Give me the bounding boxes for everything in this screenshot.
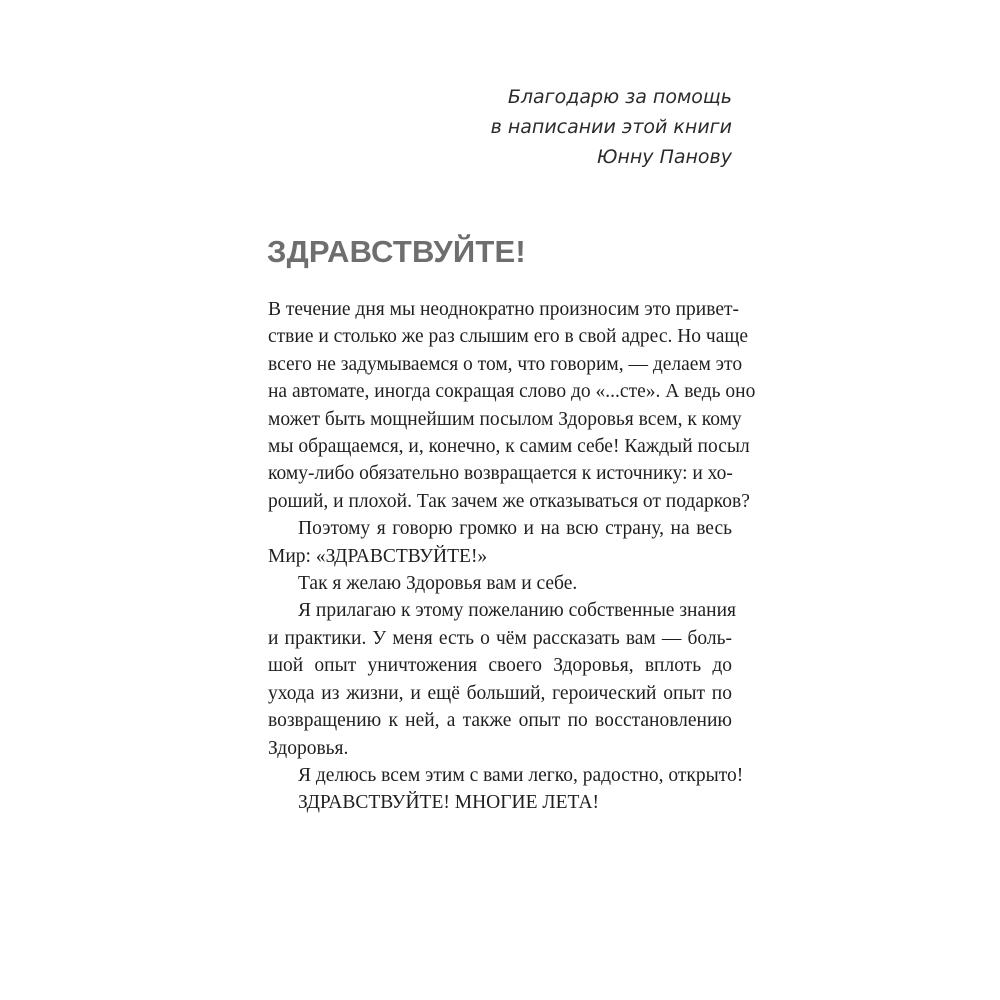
dedication-line: Юнну Панову xyxy=(596,146,732,168)
body-line: кому-либо обязательно возвращается к источнику: и хо- xyxy=(268,463,733,485)
body-line: ухода из жизни, и ещё больший, героический опыт по xyxy=(268,682,732,704)
body-line: ЗДРАВСТВУЙТЕ! МНОГИЕ ЛЕТА! xyxy=(298,792,600,814)
body-line: Здоровья. xyxy=(268,737,349,759)
body-line: Поэтому я говорю громко и на всю страну, на весь xyxy=(298,518,732,540)
body-line: возвращению к ней, а также опыт по восстановлению xyxy=(268,710,732,732)
body-line: Мир: «ЗДРАВСТВУЙТЕ!» xyxy=(268,545,488,567)
dedication xyxy=(491,82,732,172)
dedication-line: в написании этой книги xyxy=(490,116,732,138)
body-line: мы обращаемся, и, конечно, к самим себе! Каждый посыл xyxy=(268,436,750,458)
body-line: на автомате, иногда сокращая слово до «...сте». А ведь оно xyxy=(268,381,756,403)
body-line: Я делюсь всем этим с вами легко, радостно, открыто! xyxy=(298,764,744,786)
body-line: и практики. У меня есть о чём рассказать вам — боль- xyxy=(268,627,732,649)
dedication-line: Благодарю за помощь xyxy=(507,86,732,108)
body-line: шой опыт уничтожения своего Здоровья, вплоть до xyxy=(268,655,732,677)
body-line: может быть мощнейшим посылом Здоровья всем, к кому xyxy=(268,408,742,430)
body-line: ствие и столько же раз слышим его в свой адрес. Но чаще xyxy=(268,326,749,348)
body-line: роший, и плохой. Так зачем же отказываться от подарков? xyxy=(268,490,750,512)
chapter-title: ЗДРАВСТВУЙТЕ! xyxy=(267,234,526,269)
body-line: В течение дня мы неоднократно произносим это привет- xyxy=(268,299,739,320)
chapter-body xyxy=(268,296,756,817)
body-line: Так я желаю Здоровья вам и себе. xyxy=(298,573,578,595)
body-line: Я прилагаю к этому пожеланию собственные знания xyxy=(298,600,736,622)
body-line: всего не задумываемся о том, что говорим, — делаем это xyxy=(268,353,743,375)
